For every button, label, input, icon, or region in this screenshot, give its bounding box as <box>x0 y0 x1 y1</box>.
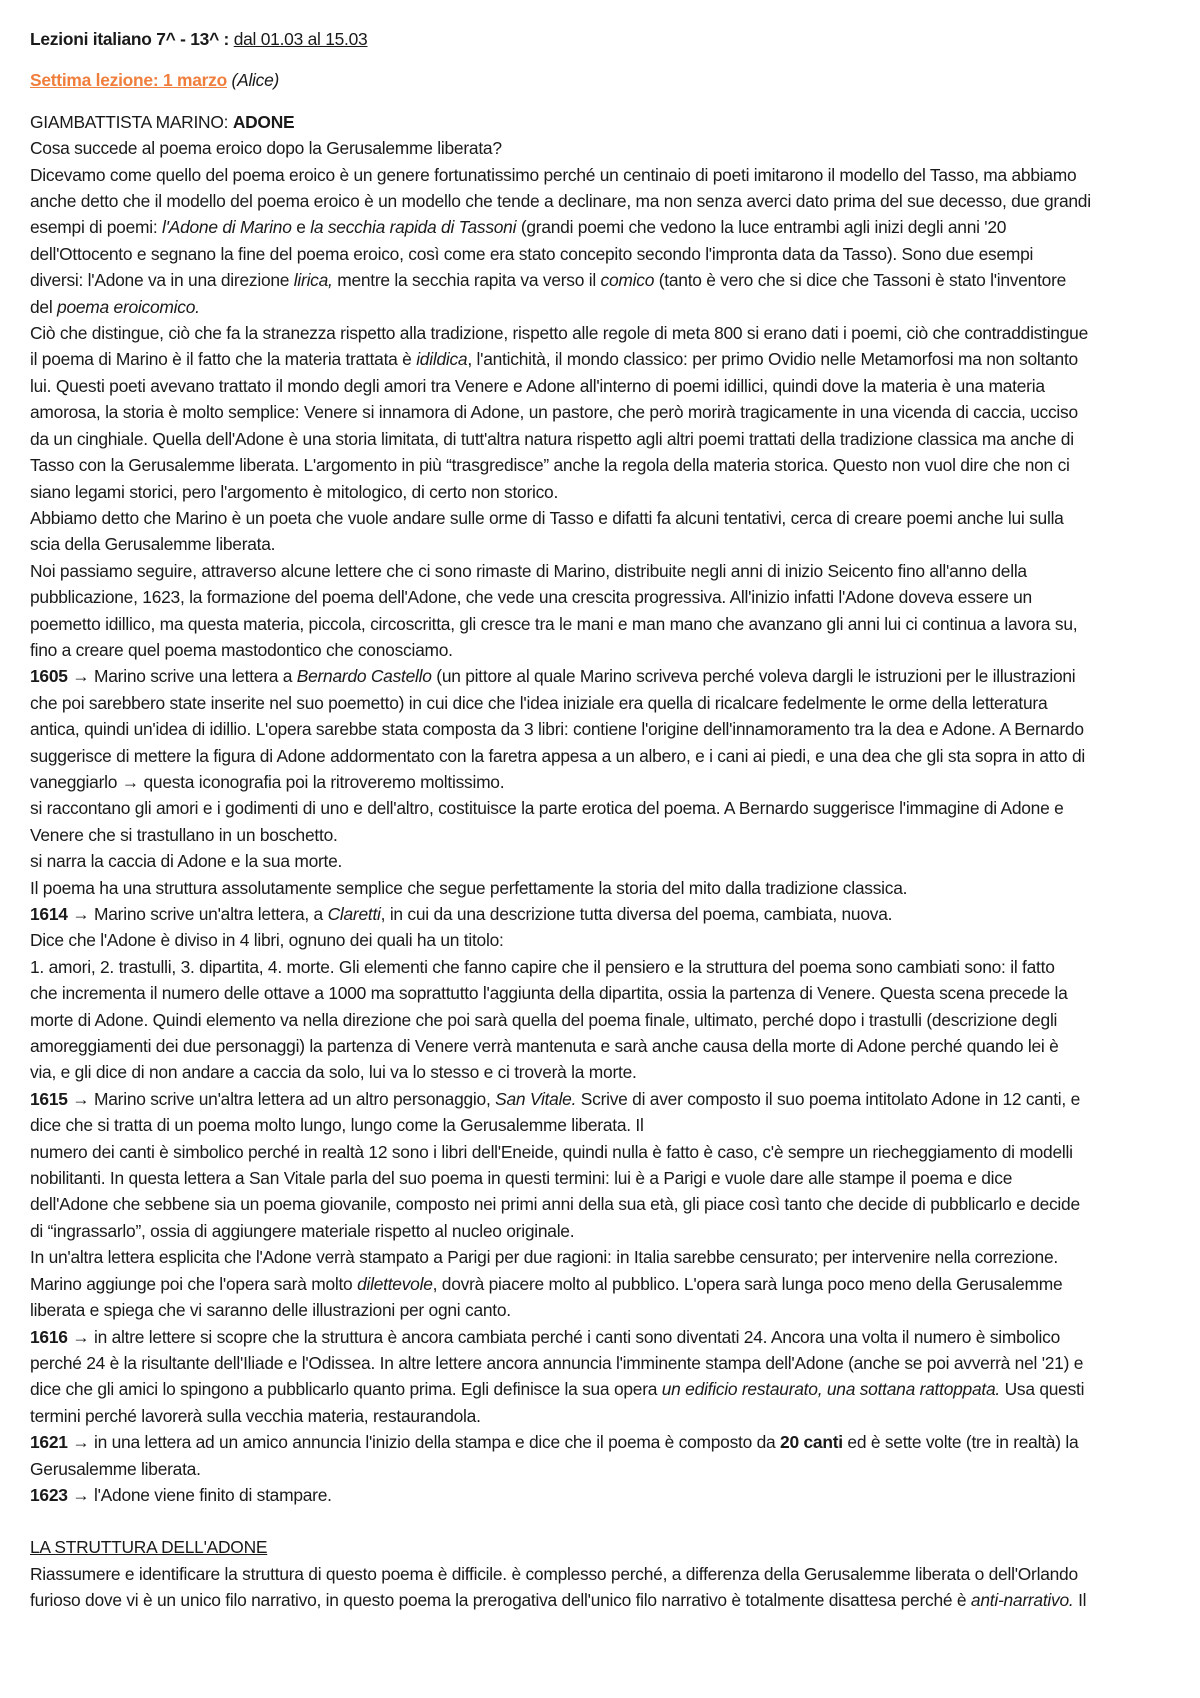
text-line <box>30 267 1180 293</box>
text-segment: pubblicazione, 1623, la formazione del poema dell'Adone, che vede una crescita progressiva. All'inizio infatti l'Adone doveva essere un <box>30 587 1032 608</box>
text-line <box>30 320 1180 346</box>
text-segment: 1623 → <box>30 1484 94 1505</box>
text-line <box>30 1561 1180 1587</box>
text-line <box>30 1403 1180 1429</box>
text-segment: amoreggiamenti dei due personaggi) la partenza di Venere verrà mantenuta e sarà anche causa della morte di Adone perché quando lei è <box>30 1036 1059 1057</box>
text-line <box>30 1218 1180 1244</box>
text-segment: Venere che si trastullano in un boschetto. <box>30 824 338 845</box>
text-segment: Scrive di aver composto il suo poema intitolato Adone in 12 canti, e <box>576 1088 1080 1109</box>
text-segment: la secchia rapida di Tassoni <box>310 217 517 238</box>
text-line <box>30 1086 1180 1112</box>
text-segment: anti-narrativo. <box>970 1590 1074 1611</box>
text-line <box>30 346 1180 372</box>
text-line <box>30 795 1180 821</box>
text-segment: che incrementa il numero delle ottave a 1000 ma soprattutto l'aggiunta della dipartita, ossia la partenza di Venere. Questa scena precede la <box>30 983 1068 1004</box>
text-line <box>30 980 1180 1006</box>
text-line <box>30 1587 1180 1613</box>
text-line <box>30 1033 1180 1059</box>
text-line <box>30 663 1180 689</box>
text-segment: Ciò che distingue, ciò che fa la stranezza rispetto alla tradizione, rispetto alle regole di meta 800 si erano dati i poemi, ciò che contraddistingue <box>30 323 1089 344</box>
text-segment: anche detto che il modello del poema eroico è un modello che tende a declinare, ma non senza averci dato prima del sue decesso, due grandi <box>30 191 1091 212</box>
text-segment: idildica <box>416 349 468 370</box>
text-segment: Marino aggiunge poi che l'opera sarà molto <box>30 1273 358 1294</box>
text-segment: 20 canti <box>780 1432 843 1453</box>
text-segment: Abbiamo detto che Marino è un poeta che vuole andare sulle orme di Tasso e difatti fa alcuni tentativi, cerca di creare poemi anche lui sulla <box>30 507 1064 528</box>
text-segment: Riassumere e identificare la struttura di questo poema è difficile. è complesso perché, a differenza della Gerusalemme liberata o dell'Orlando <box>30 1563 1078 1584</box>
section-title-struttura-label: LA STRUTTURA DELL'ADONE <box>30 1537 268 1558</box>
text-segment: 1615 → <box>30 1088 94 1109</box>
text-segment: scia della Gerusalemme liberata. <box>30 534 276 555</box>
text-segment: Noi passiamo seguire, attraverso alcune lettere che ci sono rimaste di Marino, distribuite negli anni di inizio Seicento fino all'anno della <box>30 560 1027 581</box>
lesson-author: (Alice) <box>231 70 280 91</box>
text-line <box>30 1376 1180 1402</box>
text-line <box>30 135 1180 161</box>
text-line <box>30 1271 1180 1297</box>
text-segment: Il poema ha una struttura assolutamente semplice che segue perfettamente la storia del mito dalla tradizione classica. <box>30 877 908 898</box>
text-line <box>30 214 1180 240</box>
text-segment: termini perché lavorerà sulla vecchia materia, restaurandola. <box>30 1405 481 1426</box>
text-segment: via, e gli dice di non andare a caccia da solo, lui va lo stesso e ci troverà la morte. <box>30 1062 637 1083</box>
text-segment: e <box>291 217 311 238</box>
text-segment: Gerusalemme liberata. <box>30 1458 201 1479</box>
text-segment: 1616 → <box>30 1326 94 1347</box>
text-line <box>30 927 1180 953</box>
text-line <box>30 1456 1180 1482</box>
text-line <box>30 1350 1180 1376</box>
text-segment: l'Adone viene finito di stampare. <box>94 1484 332 1505</box>
text-line <box>30 1112 1180 1138</box>
lesson-heading <box>30 67 1180 93</box>
text-segment: comico <box>600 270 655 291</box>
section-title-prefix: GIAMBATTISTA MARINO: <box>30 111 233 132</box>
text-line <box>30 399 1180 425</box>
text-segment: 1. amori, 2. trastulli, 3. dipartita, 4. morte. Gli elementi che fanno capire che il pensiero e la struttura del poema sono cambiati sono: il fatto <box>30 956 1055 977</box>
text-segment: vaneggiarlo → questa iconografia poi la ritroveremo moltissimo. <box>30 771 505 792</box>
section-body <box>30 135 1180 1508</box>
text-segment: siano legami storici, pero l'argomento è mitologico, di certo non storico. <box>30 481 559 502</box>
text-line <box>30 188 1180 214</box>
document-title-label: Lezioni italiano 7^ - 13^ : <box>30 29 230 49</box>
text-segment: in una lettera ad un amico annuncia l'inizio della stampa e dice che il poema è composto da <box>94 1432 781 1453</box>
text-segment: dilettevole <box>357 1273 433 1294</box>
text-segment: dell'Ottocento e segnano la fine del poema eroico, così come era stato concepito secondo l'impronta data da Tasso). Sono due esempi <box>30 243 1034 264</box>
text-segment: Usa questi <box>999 1379 1085 1400</box>
text-line <box>30 294 1180 320</box>
text-line <box>30 637 1180 663</box>
text-segment: Marino scrive un'altra lettera ad un altro personaggio, <box>94 1088 496 1109</box>
text-segment: (un pittore al quale Marino scriveva perché voleva dargli le istruzioni per le illustrazioni <box>431 666 1076 687</box>
text-line <box>30 901 1180 927</box>
text-line <box>30 1165 1180 1191</box>
text-segment: si raccontano gli amori e i godimenti di uno e dell'altro, costituisce la parte erotica del poema. A Bernardo suggerisce l'immagine di Adone e <box>30 798 1064 819</box>
text-segment: , dovrà piacere molto al pubblico. L'opera sarà lunga poco meno della Gerusalemme <box>432 1273 1063 1294</box>
text-segment: fino a creare quel poema mastodontico che conosciamo. <box>30 639 453 660</box>
text-segment: Tasso con la Gerusalemme liberata. L'argomento in più “trasgredisce” anche la regola della materia storica. Questo non vuol dire che non ci <box>30 455 1070 476</box>
lesson-label: Settima lezione: 1 marzo <box>30 70 227 91</box>
text-line <box>30 743 1180 769</box>
text-line <box>30 1482 1180 1508</box>
text-segment: liberata e spiega che vi saranno delle illustrazioni per ogni canto. <box>30 1300 511 1321</box>
text-segment: dice che gli amici lo spingono a pubblicarlo quanto prima. Egli definisce la sua opera <box>30 1379 662 1400</box>
text-segment: morte di Adone. Quindi elemento va nella direzione che poi sarà quella del poema finale, ultimato, perché dopo i trastulli (descrizione degli <box>30 1009 1058 1030</box>
text-segment: numero dei canti è simbolico perché in realtà 12 sono i libri dell'Eneide, quindi nulla è fatto è caso, c'è sempre un riecheggiamento di modelli <box>30 1141 1073 1162</box>
document-title-dates: dal 01.03 al 15.03 <box>233 29 368 49</box>
text-segment: 1605 → <box>30 666 94 687</box>
text-line <box>30 373 1180 399</box>
text-segment: San Vitale. <box>495 1088 577 1109</box>
text-segment: lui. Questi poeti avevano trattato il mondo degli amori tra Venere e Adone all'interno di poemi idillici, quindi dove la materia è una materia <box>30 375 1045 396</box>
text-segment: esempi di poemi: <box>30 217 163 238</box>
text-segment: da un cinghiale. Quella dell'Adone è una storia limitata, di tutt'altra natura rispetto agli altri poemi trattati della tradizione classica ma anche di <box>30 428 1074 449</box>
text-line <box>30 769 1180 795</box>
text-segment: del <box>30 296 58 317</box>
text-line <box>30 531 1180 557</box>
text-segment: Il <box>1073 1590 1087 1611</box>
text-segment: Marino scrive una lettera a <box>94 666 297 687</box>
text-segment: In un'altra lettera esplicita che l'Adone verrà stampato a Parigi per due ragioni: in Italia sarebbe censurato; per intervenire nella correzione. <box>30 1247 1058 1268</box>
text-segment: Cosa succede al poema eroico dopo la Gerusalemme liberata? <box>30 138 502 159</box>
text-line <box>30 1139 1180 1165</box>
text-segment: mentre la secchia rapita va verso il <box>332 270 601 291</box>
text-line <box>30 875 1180 901</box>
text-segment: Claretti <box>327 904 381 924</box>
text-segment: si narra la caccia di Adone e la sua morte. <box>30 851 343 872</box>
text-segment: 1621 → <box>30 1432 94 1453</box>
text-line <box>30 584 1180 610</box>
text-line <box>30 716 1180 742</box>
text-line <box>30 1429 1180 1455</box>
text-segment: poema eroicomico. <box>57 296 200 317</box>
text-segment: diversi: l'Adone va in una direzione <box>30 270 294 291</box>
text-line <box>30 1324 1180 1350</box>
text-segment: , in cui da una descrizione tutta diversa del poema, cambiata, nuova. <box>380 904 893 924</box>
section-title-struttura <box>30 1534 1180 1560</box>
text-line <box>30 505 1180 531</box>
text-segment: Dice che l'Adone è diviso in 4 libri, ognuno dei quali ha un titolo: <box>30 930 504 951</box>
text-line <box>30 611 1180 637</box>
text-line <box>30 1007 1180 1033</box>
text-segment: un edificio restaurato, una sottana rattoppata. <box>661 1379 1000 1400</box>
document-title <box>30 26 1180 52</box>
text-segment: poemetto idillico, ma questa materia, piccola, circoscritta, gli cresce tra le mani e man mano che avanzano gli anni lui ci continua a lavora su, <box>30 613 1078 634</box>
text-segment: di “ingrassarlo”, ossia di aggiungere materiale rispetto al nucleo originale. <box>30 1220 575 1241</box>
text-segment: l'Adone di Marino <box>162 217 292 238</box>
text-segment: ed è sette volte (tre in realtà) la <box>842 1432 1079 1453</box>
text-segment: 1614 → <box>30 904 94 924</box>
text-line <box>30 848 1180 874</box>
text-line <box>30 690 1180 716</box>
section-body-struttura <box>30 1561 1180 1614</box>
text-segment: Marino scrive un'altra lettera, a <box>94 904 328 924</box>
text-segment: dell'Adone che sebbene sia un poema giovanile, composto nei primi anni della sua età, gli piace così tanto che decide di pubblicarlo e decide <box>30 1194 1080 1215</box>
text-line <box>30 241 1180 267</box>
text-line <box>30 558 1180 584</box>
text-line <box>30 162 1180 188</box>
text-segment: il poema di Marino è il fatto che la materia trattata è <box>30 349 417 370</box>
text-line <box>30 452 1180 478</box>
text-segment: suggerisce di mettere la figura di Adone addormentato con la faretra appesa a un albero, e i cani ai piedi, e una dea che gli sta sopra in atto di <box>30 745 1085 766</box>
text-line <box>30 1191 1180 1217</box>
text-segment: che poi sarebbero state inserite nel suo poemetto) in cui dice che l'idea iniziale era quella di ricalcare fedelmente le orme della letteratura <box>30 692 1048 713</box>
section-title-bold: ADONE <box>232 111 295 132</box>
text-segment: Dicevamo come quello del poema eroico è un genere fortunatissimo perché un centinaio di poeti imitarono il modello del Tasso, ma abbiamo <box>30 164 1077 185</box>
text-line <box>30 954 1180 980</box>
text-segment: antica, quindi un'idea di idillio. L'opera sarebbe stata composta da 3 libri: contiene l'origine dell'innamoramento tra la dea e Adone. A Bernardo <box>30 719 1084 740</box>
text-segment: Bernardo Castello <box>296 666 432 687</box>
text-line <box>30 426 1180 452</box>
text-line <box>30 822 1180 848</box>
text-line <box>30 1297 1180 1323</box>
text-line <box>30 479 1180 505</box>
paragraph-gap <box>30 1508 1180 1534</box>
text-segment: (tanto è vero che si dice che Tassoni è stato l'inventore <box>654 270 1067 291</box>
text-segment: furioso dove vi è un unico filo narrativo, in questo poema la prerogativa dell'unico filo narrativo è totalmente disattesa perché è <box>30 1590 971 1611</box>
text-segment: lirica, <box>293 270 333 291</box>
text-segment: in altre lettere si scopre che la struttura è ancora cambiata perché i canti sono diventati 24. Ancora una volta il numero è simbolico <box>94 1326 1061 1347</box>
text-segment: amorosa, la storia è molto semplice: Venere si innamora di Adone, un pastore, che però morirà tragicamente in una vicenda di caccia, ucciso <box>30 402 1078 423</box>
section-title-adone <box>30 109 1180 135</box>
text-segment: , l'antichità, il mondo classico: per primo Ovidio nelle Metamorfosi ma non soltanto <box>467 349 1078 370</box>
text-segment: perché 24 è la risultante dell'Iliade e l'Odissea. In altre lettere ancora annuncia l'imminente stampa dell'Adone (anche se poi avverrà nel '21) e <box>30 1352 1084 1373</box>
text-line <box>30 1059 1180 1085</box>
text-segment: dice che si tratta di un poema molto lungo, lungo come la Gerusalemme liberata. Il <box>30 1115 644 1136</box>
text-segment: (grandi poemi che vedono la luce entrambi agli inizi degli anni '20 <box>516 217 1007 238</box>
text-segment: nobilitanti. In questa lettera a San Vitale parla del suo poema in questi termini: lui è a Parigi e vuole dare alle stampe il poema e dice <box>30 1168 1013 1189</box>
text-line <box>30 1244 1180 1270</box>
